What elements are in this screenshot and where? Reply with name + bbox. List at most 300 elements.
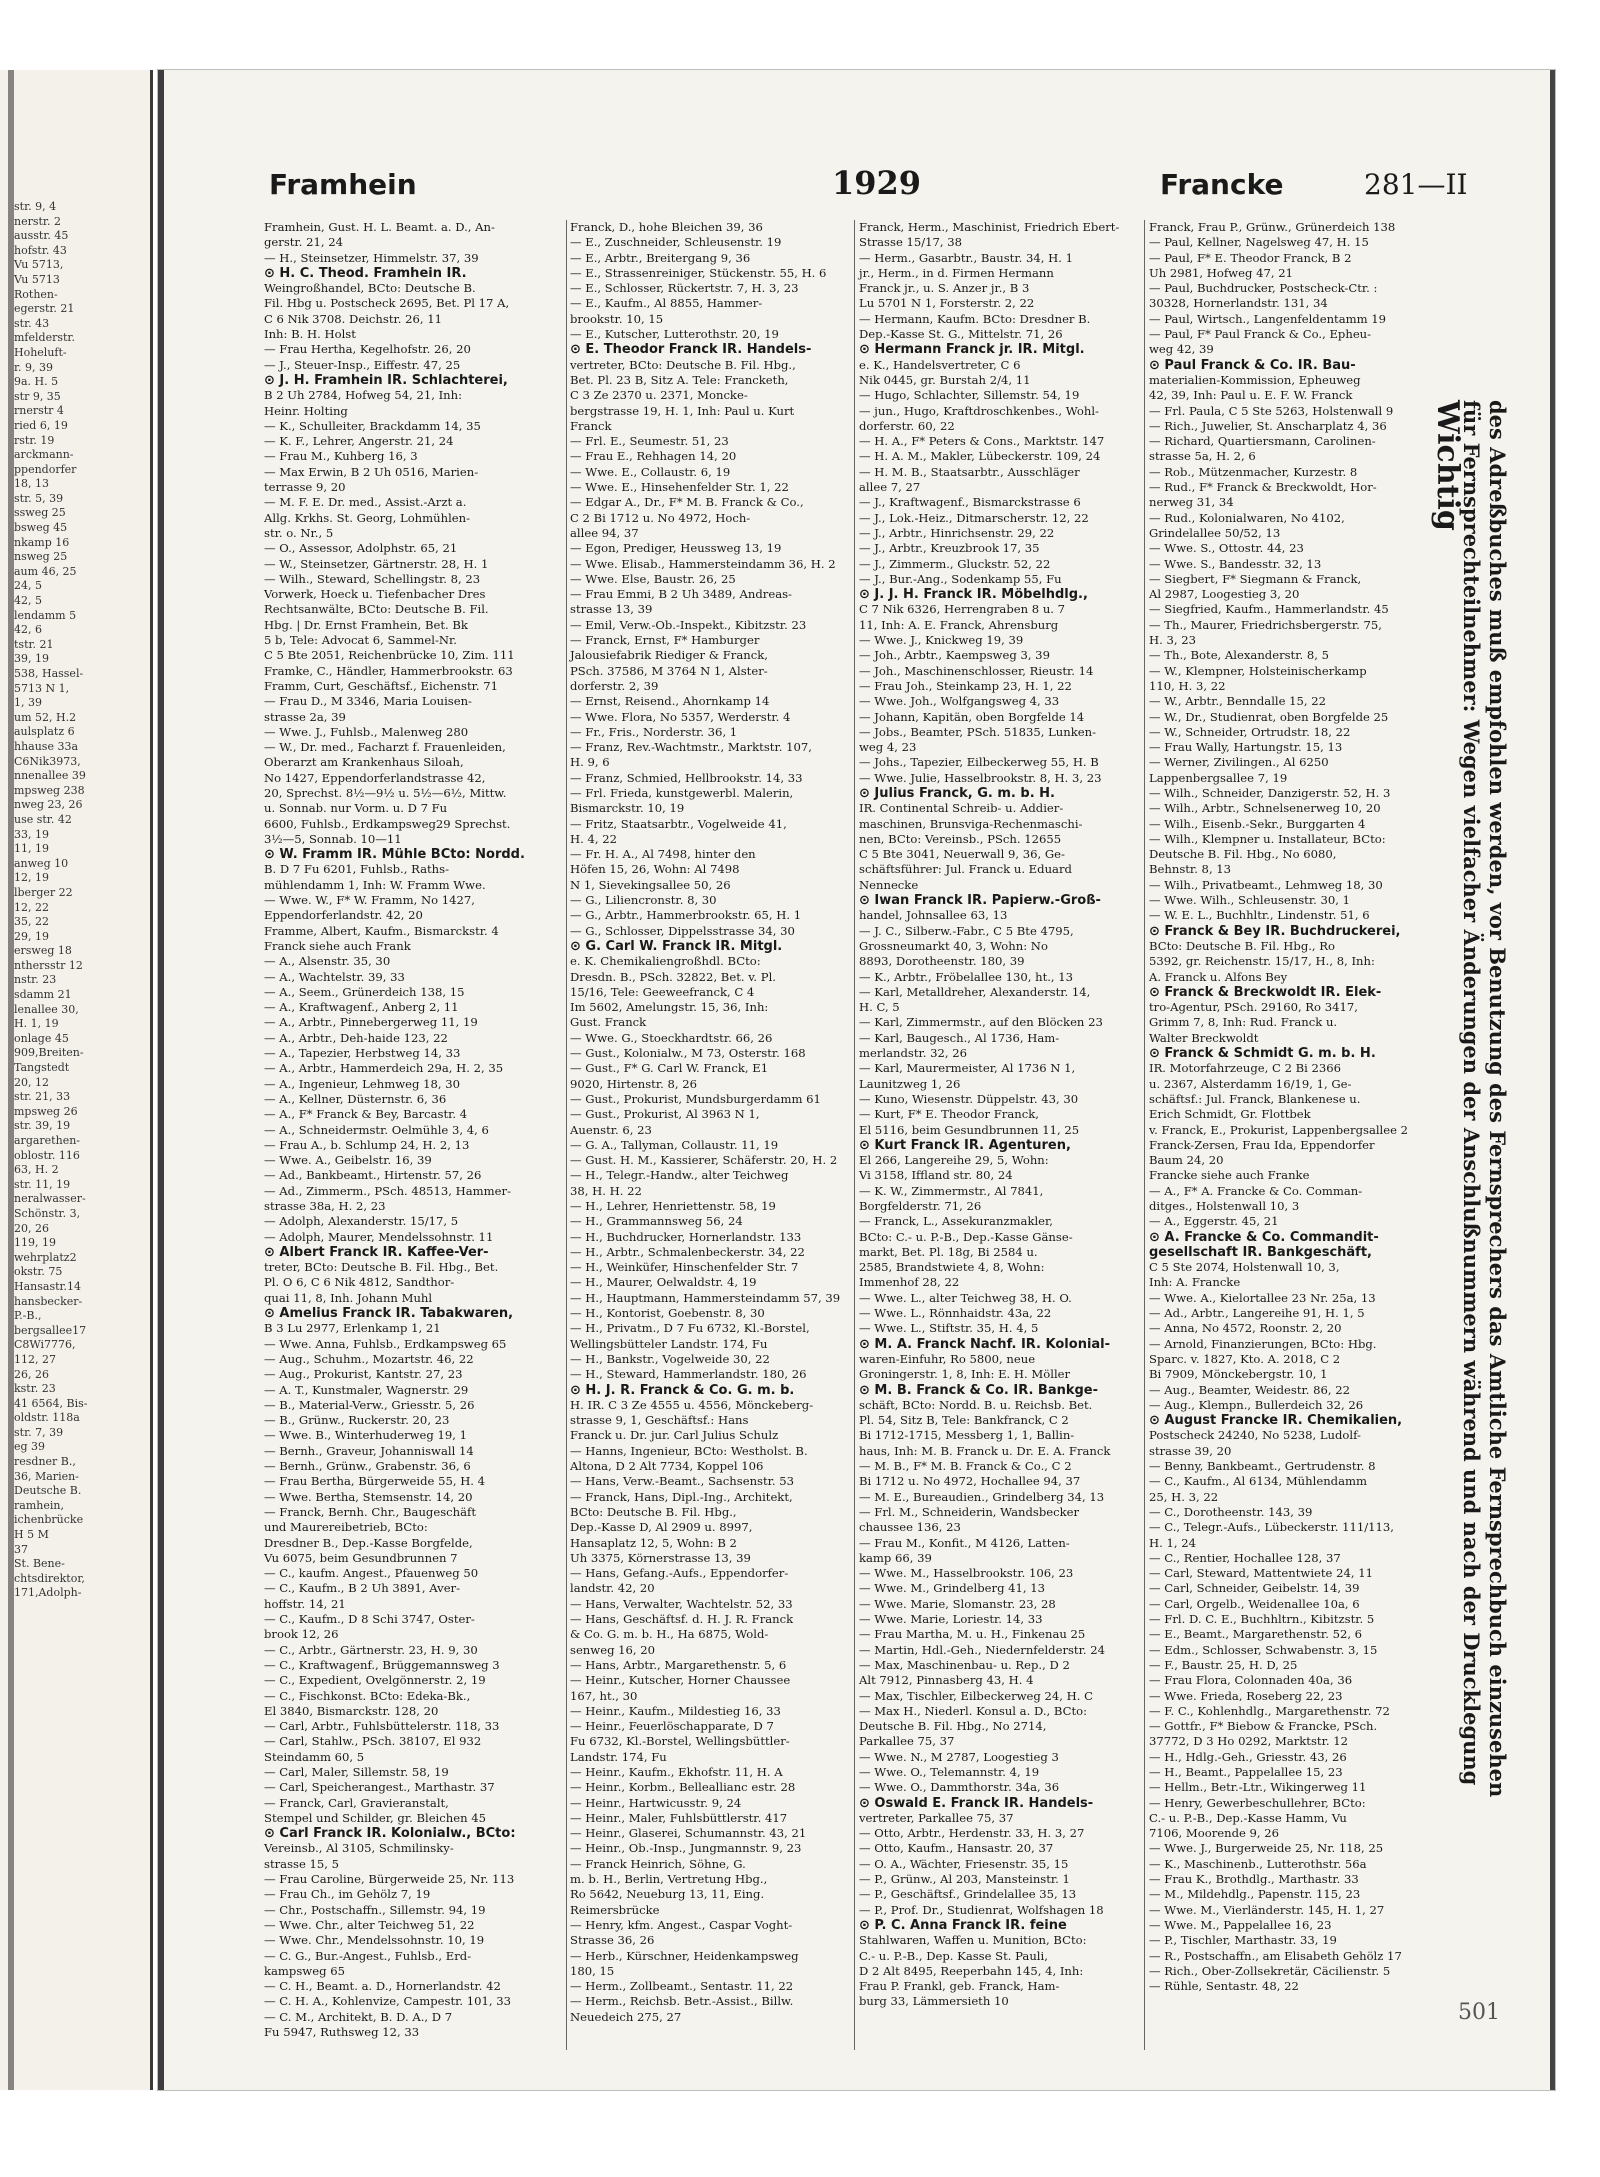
directory-entry: — C., Fischkonst. BCto: Edeka-Bk., (264, 1688, 471, 1703)
directory-entry: — Benny, Bankbeamt., Gertrudenstr. 8 (1149, 1459, 1376, 1474)
directory-entry: — Ad., Zimmerm., PSch. 48513, Hammer- (264, 1183, 511, 1198)
directory-entry: dorferstr. 60, 22 (859, 418, 955, 433)
left-page-line: hansbecker- (14, 1294, 83, 1308)
directory-entry: — Fritz, Staatsarbtr., Vogelweide 41, (570, 816, 787, 831)
directory-entry: — A., Alsenstr. 35, 30 (264, 954, 391, 969)
directory-entry: merlandstr. 32, 26 (859, 1046, 968, 1061)
firm-entry: ⊙ Kurt Franck IR. Agenturen, (859, 1137, 1071, 1153)
left-page-line: Tangstedt (14, 1061, 70, 1075)
directory-entry: landstr. 42, 20 (570, 1581, 655, 1596)
directory-entry: — C., Expedient, Ovelgönnerstr. 2, 19 (264, 1673, 486, 1688)
directory-entry: — H. A., F* Peters & Cons., Marktstr. 147 (859, 434, 1105, 449)
left-page-line: kstr. 23 (14, 1382, 56, 1396)
directory-entry: — Carl, Orgelb., Weidenallee 10a, 6 (1149, 1596, 1360, 1611)
left-page-line: nerstr. 2 (14, 214, 61, 228)
directory-entry: Franck, Herm., Maschinist, Friedrich Ebert- (859, 220, 1120, 234)
notice-line-2: des Adreßbuches muß empfohlen werden, vor Benutzung des Fernsprechers das Amtliche Fernsprechbuch einzusehen (1485, 400, 1510, 1798)
directory-entry: Steindamm 60, 5 (264, 1749, 365, 1764)
directory-entry: — Frau Caroline, Bürgerweide 25, Nr. 113 (264, 1872, 515, 1887)
directory-entry: — Wilh., Privatbeamt., Lehmweg 18, 30 (1149, 877, 1383, 892)
directory-entry: Deutsche B. Fil. Hbg., No 2714, (859, 1719, 1047, 1734)
directory-entry: 8893, Dorotheenstr. 180, 39 (859, 954, 1025, 969)
directory-entry: Al 2987, Loogestieg 3, 20 (1149, 587, 1300, 602)
directory-entry: — C., Rentier, Hochallee 128, 37 (1149, 1550, 1341, 1565)
directory-column-4 (1149, 220, 1419, 2050)
directory-entry: BCto: Deutsche B. Fil. Hbg., Ro (1149, 938, 1336, 953)
directory-entry: Jalousiefabrik Riediger & Franck, (570, 648, 768, 663)
directory-entry: Fil. Hbg u. Postscheck 2695, Bet. Pl 17 A, (264, 296, 510, 311)
directory-entry: — Henry, kfm. Angest., Caspar Voght- (570, 1917, 793, 1932)
directory-entry: — A., Ingenieur, Lehmweg 18, 30 (264, 1076, 460, 1091)
directory-entry: 11, Inh: A. E. Franck, Ahrensburg (859, 617, 1059, 632)
directory-entry: Franck, Frau P., Grünw., Grünerdeich 138 (1149, 220, 1396, 234)
directory-entry: Nennecke (859, 877, 919, 892)
directory-entry: C.- u. P.-B., Dep.-Kasse Hamm, Vu (1149, 1810, 1347, 1825)
directory-entry: — Wwe. E., Collaustr. 6, 19 (570, 464, 731, 479)
directory-column-3 (859, 220, 1159, 2050)
directory-entry: handel, Johnsallee 63, 13 (859, 908, 1008, 923)
directory-entry: nen, BCto: Vereinsb., PSch. 12655 (859, 831, 1062, 846)
left-page-line: 909,Breiten- (14, 1046, 84, 1060)
directory-entry: — Frau A., b. Schlump 24, H. 2, 13 (264, 1137, 470, 1152)
left-page-line: ersweg 18 (14, 944, 72, 958)
left-page-line: aum 46, 25 (14, 564, 77, 578)
left-page-line: str. 21, 33 (14, 1090, 71, 1104)
left-page-line: rstr. 19 (14, 433, 55, 447)
directory-entry: — Frau Bertha, Bürgerweide 55, H. 4 (264, 1474, 486, 1489)
directory-entry: — A., Eggerstr. 45, 21 (1149, 1214, 1279, 1229)
directory-entry: PSch. 37586, M 3764 N 1, Alster- (570, 663, 768, 678)
directory-entry: Erich Schmidt, Gr. Flottbek (1149, 1107, 1311, 1122)
directory-entry: — Franck, L., Assekuranzmakler, (859, 1214, 1053, 1229)
directory-entry: Allg. Krkhs. St. Georg, Lohmühlen- (264, 510, 471, 525)
firm-entry: ⊙ Franck & Breckwoldt IR. Elek- (1149, 984, 1382, 1000)
firm-entry: ⊙ Franck & Bey IR. Buchdruckerei, (1149, 923, 1401, 939)
directory-entry: — B., Grünw., Ruckerstr. 20, 23 (264, 1413, 450, 1428)
directory-entry: waren-Einfuhr, Ro 5800, neue (859, 1351, 1036, 1366)
directory-entry: — C., Kaufm., D 8 Schi 3747, Oster- (264, 1612, 475, 1627)
directory-entry: — H., Telegr.-Handw., alter Teichweg (570, 1168, 789, 1183)
directory-entry: m. b. H., Berlin, Vertretung Hbg., (570, 1872, 768, 1887)
directory-entry: u. 2367, Alsterdamm 16/19, 1, Ge- (1149, 1076, 1352, 1091)
directory-entry: — Wwe. L., alter Teichweg 38, H. O. (859, 1290, 1072, 1305)
directory-entry: quai 11, 8, Inh. Johann Muhl (264, 1290, 433, 1305)
directory-entry: — A., Schneidermstr. Oelmühle 3, 4, 6 (264, 1122, 489, 1137)
directory-entry: — Franz, Schmied, Hellbrookstr. 14, 33 (570, 770, 803, 785)
directory-entry: No 1427, Eppendorferlandstrasse 42, (264, 770, 486, 785)
directory-entry: — Otto, Kaufm., Hansastr. 20, 37 (859, 1841, 1054, 1856)
directory-entry: — Heinr., Maler, Fuhlsbüttlerstr. 417 (570, 1810, 788, 1825)
directory-entry: — G. A., Tallyman, Collaustr. 11, 19 (570, 1137, 779, 1152)
directory-entry: 110, H. 3, 22 (1149, 678, 1226, 693)
directory-entry: — Max Erwin, B 2 Uh 0516, Marien- (264, 464, 479, 479)
directory-entry: Gust. Franck (570, 1015, 647, 1030)
left-facing-page (0, 70, 153, 2090)
directory-entry: treter, BCto: Deutsche B. Fil. Hbg., Bet. (264, 1260, 499, 1275)
directory-entry: Immenhof 28, 22 (859, 1275, 960, 1290)
directory-entry: Franck u. Dr. jur. Carl Julius Schulz (570, 1428, 779, 1443)
directory-entry: — Gust., Prokurist, Al 3963 N 1, (570, 1107, 760, 1122)
directory-entry: — K. W., Zimmermstr., Al 7841, (859, 1183, 1044, 1198)
directory-entry: — C. G., Bur.-Angest., Fuhlsb., Erd- (264, 1948, 472, 1963)
header-right-keyword: Francke (1160, 168, 1284, 201)
directory-entry: — A., Arbtr., Hammerdeich 29a, H. 2, 35 (264, 1061, 504, 1076)
directory-entry: — Ernst, Reisend., Ahornkamp 14 (570, 694, 770, 709)
directory-entry: B 3 Lu 2977, Erlenkamp 1, 21 (264, 1321, 441, 1336)
directory-entry: — E., Schlosser, Rückertstr. 7, H. 3, 23 (570, 281, 799, 296)
firm-entry: ⊙ Amelius Franck IR. Tabakwaren, (264, 1306, 514, 1322)
directory-entry: — Fr. H. A., Al 7498, hinter den (570, 847, 756, 862)
directory-entry: — M. F. E. Dr. med., Assist.-Arzt a. (264, 495, 467, 510)
directory-entry: — Edm., Schlosser, Schwabenstr. 3, 15 (1149, 1642, 1378, 1657)
directory-entry: — C., Arbtr., Gärtnerstr. 23, H. 9, 30 (264, 1642, 478, 1657)
left-page-line: mpsweg 26 (14, 1104, 78, 1118)
directory-entry: 6600, Fuhlsb., Erdkampsweg29 Sprechst. (264, 816, 511, 831)
directory-entry: schäftsführer: Jul. Franck u. Eduard (859, 862, 1072, 877)
directory-entry: Pl. O 6, C 6 Nik 4812, Sandthor- (264, 1275, 455, 1290)
left-page-line: 41 6564, Bis- (14, 1396, 88, 1410)
directory-entry: — Wwe. L., Rönnhaidstr. 43a, 22 (859, 1306, 1052, 1321)
directory-entry: strasse 38a, H. 2, 23 (264, 1199, 386, 1213)
directory-entry: — H., Weinküfer, Hinschenfelder Str. 7 (570, 1260, 799, 1275)
left-page-line: str. 9, 4 (14, 200, 57, 213)
directory-entry: — Frau Ch., im Gehölz 7, 19 (264, 1887, 431, 1902)
directory-entry: — Hugo, Schlachter, Sillemstr. 54, 19 (859, 388, 1080, 403)
directory-entry: — Wwe. Wilh., Schleusenstr. 30, 1 (1149, 893, 1350, 908)
directory-entry: senweg 16, 20 (570, 1642, 656, 1657)
directory-entry: Strasse 36, 26 (570, 1933, 655, 1948)
directory-entry: allee 94, 37 (570, 525, 639, 540)
directory-entry: — Frau D., M 3346, Maria Louisen- (264, 694, 472, 709)
directory-entry: Fu 6732, Kl.-Borstel, Wellingsbüttler- (570, 1734, 790, 1749)
directory-entry: — A., Arbtr., Deh-haide 123, 22 (264, 1030, 448, 1045)
directory-entry: H. C, 5 (859, 1000, 900, 1015)
directory-entry: BCto: Deutsche B. Fil. Hbg., (570, 1504, 737, 1519)
left-page-line: lenallee 30, (14, 1002, 79, 1016)
directory-entry: — M., Mildehdlg., Papenstr. 115, 23 (1149, 1887, 1361, 1902)
header-page-number: 281—II (1364, 168, 1468, 201)
directory-entry: — W., Steinsetzer, Gärtnerstr. 28, H. 1 (264, 556, 489, 571)
left-page-line: eg 39 (14, 1440, 46, 1454)
left-page-line: okstr. 75 (14, 1265, 63, 1279)
left-page-line: nthersstr 12 (14, 958, 83, 972)
directory-entry: — Wwe. Elisab., Hammersteindamm 36, H. 2 (570, 556, 836, 571)
left-page-text (14, 200, 150, 1601)
firm-entry: ⊙ Carl Franck IR. Kolonialw., BCto: (264, 1826, 516, 1842)
directory-entry: — Ad., Arbtr., Langereihe 91, H. 1, 5 (1149, 1306, 1365, 1321)
directory-entry: — Wwe. N., M 2787, Loogestieg 3 (859, 1749, 1059, 1764)
directory-entry: Vi 3158, Iffland str. 80, 24 (859, 1168, 1013, 1183)
directory-entry: — Paul, F* Paul Franck & Co., Epheu- (1149, 327, 1372, 342)
firm-entry: ⊙ Hermann Franck jr. IR. Mitgl. (859, 342, 1085, 358)
firm-entry: ⊙ M. B. Franck & Co. IR. Bankge- (859, 1382, 1099, 1398)
directory-entry: brook 12, 26 (264, 1627, 339, 1642)
directory-entry: — Wwe. M., Pappelallee 16, 23 (1149, 1917, 1332, 1932)
directory-entry: — Wwe. Flora, No 5357, Werderstr. 4 (570, 709, 791, 724)
left-page-line: egerstr. 21 (14, 302, 75, 316)
directory-entry: IR. Continental Schreib- u. Addier- (859, 801, 1064, 816)
directory-entry: — Rühle, Sentastr. 48, 22 (1149, 1979, 1299, 1994)
directory-entry: — M. B., F* M. B. Franck & Co., C 2 (859, 1459, 1072, 1474)
directory-entry: Sparc. v. 1827, Kto. A. 2018, C 2 (1149, 1351, 1341, 1366)
directory-entry: — Gust., F* G. Carl W. Franck, E1 (570, 1061, 769, 1076)
directory-entry: Lu 5701 N 1, Forsterstr. 2, 22 (859, 296, 1035, 311)
directory-entry: schäftsf.: Jul. Franck, Blankenese u. (1149, 1091, 1361, 1106)
directory-entry: Stempel und Schilder, gr. Bleichen 45 (264, 1810, 486, 1825)
notice-title: Wichtig (1430, 400, 1465, 531)
directory-entry: — Jobs., Beamter, PSch. 51835, Lunken- (859, 724, 1097, 739)
directory-entry: — Wwe. E., Hinsehenfelder Str. 1, 22 (570, 480, 789, 495)
directory-entry: — Heinr., Ob.-Insp., Jungmannstr. 9, 23 (570, 1841, 802, 1856)
left-page-line: 538, Hassel- (14, 667, 84, 680)
directory-entry: — W., Arbtr., Benndalle 15, 22 (1149, 694, 1327, 709)
notice-line-1: für Fernsprechteilnehmer: Wegen vielfacher Änderungen der Anschlußnummern während und nach der Drucklegung (1459, 400, 1484, 1786)
directory-entry: Bet. Pl. 23 B, Sitz A. Tele: Francketh, (570, 372, 789, 387)
left-page-line: tstr. 21 (14, 637, 54, 651)
directory-entry: strasse 2a, 39 (264, 709, 346, 724)
directory-entry: — H. A. M., Makler, Lübeckerstr. 109, 24 (859, 449, 1101, 464)
left-page-line: str. 11, 19 (14, 1177, 71, 1191)
directory-entry: 38, H. H. 22 (570, 1183, 642, 1198)
directory-entry: Dep.-Kasse St. G., Mittelstr. 71, 26 (859, 327, 1063, 342)
directory-entry: C 5 Bte 3041, Neuerwall 9, 36, Ge- (859, 847, 1065, 862)
directory-entry: — Heinr., Kutscher, Horner Chaussee (570, 1673, 791, 1688)
directory-entry: — Otto, Arbtr., Herdenstr. 33, H. 3, 27 (859, 1826, 1085, 1841)
directory-entry: ditges., Holstenwall 10, 3 (1149, 1199, 1300, 1213)
left-page-line: hofstr. 43 (14, 243, 67, 257)
directory-entry: Vereinsb., Al 3105, Schmilinsky- (264, 1841, 454, 1856)
left-page-line: C6Nik3973, (14, 754, 81, 768)
directory-entry: — Frl. E., Seumestr. 51, 23 (570, 434, 729, 449)
directory-entry: — Wwe. Marie, Slomanstr. 23, 28 (859, 1596, 1056, 1611)
directory-entry: — Aug., Beamter, Weidestr. 86, 22 (1149, 1382, 1350, 1397)
directory-entry: — Herm., Zollbeamt., Sentastr. 11, 22 (570, 1979, 794, 1994)
directory-entry: — J., Steuer-Insp., Eiffestr. 47, 25 (264, 357, 461, 372)
directory-entry: — H., Hauptmann, Hammersteindamm 57, 39 (570, 1290, 841, 1305)
directory-entry: — Anna, No 4572, Roonstr. 2, 20 (1149, 1321, 1342, 1336)
directory-entry: strasse 15, 5 (264, 1856, 340, 1871)
directory-entry: — J., Bur.-Ang., Sodenkamp 55, Fu (859, 571, 1062, 586)
directory-entry: 37772, D 3 Ho 0292, Marktstr. 12 (1149, 1734, 1348, 1749)
left-page-line: um 52, H.2 (14, 710, 77, 724)
directory-entry: weg 4, 23 (859, 740, 917, 755)
left-page-line: argarethen- (14, 1134, 80, 1147)
directory-entry: Eppendorferlandstr. 42, 20 (264, 908, 423, 923)
directory-entry: Strasse 15/17, 38 (859, 235, 963, 250)
firm-entry: ⊙ Iwan Franck IR. Papierw.-Groß- (859, 893, 1101, 909)
left-page-line: onlage 45 (14, 1031, 69, 1045)
directory-entry: — Wwe. O., Dammthorstr. 34a, 36 (859, 1780, 1060, 1795)
directory-entry: N 1, Sievekingsallee 50, 26 (570, 877, 731, 892)
directory-entry: — Wwe. S., Bandesstr. 32, 13 (1149, 556, 1322, 571)
left-page-line: chtsdirektor, (14, 1571, 85, 1585)
directory-entry: — H., Privatm., D 7 Fu 6732, Kl.-Borstel, (570, 1321, 810, 1336)
directory-entry: — Wwe. Chr., Mendelssohnstr. 10, 19 (264, 1933, 485, 1948)
left-page-line: 33, 19 (14, 827, 49, 841)
left-page-line: str. 43 (14, 316, 50, 330)
directory-entry: Wellingsbütteler Landstr. 174, Fu (570, 1336, 768, 1351)
directory-entry: — Wwe. Bertha, Stemsenstr. 14, 20 (264, 1489, 473, 1504)
left-page-line: 12, 22 (14, 900, 49, 914)
directory-entry: — Wilh., Eisenb.-Sekr., Burggarten 4 (1149, 816, 1366, 831)
directory-entry: — Carl, Schneider, Geibelstr. 14, 39 (1149, 1581, 1360, 1596)
directory-entry: — K., Arbtr., Fröbelallee 130, ht., 13 (859, 969, 1074, 984)
directory-entry: — Siegbert, F* Siegmann & Franck, (1149, 571, 1362, 586)
directory-entry: — Wwe. G., Stoeckhardtstr. 66, 26 (570, 1030, 773, 1045)
left-page-line: Hansastr.14 (14, 1279, 82, 1293)
firm-entry: ⊙ Paul Franck & Co. IR. Bau- (1149, 357, 1356, 373)
directory-entry: kamp 66, 39 (859, 1550, 932, 1565)
directory-entry: — C., Dorotheenstr. 143, 39 (1149, 1504, 1313, 1519)
directory-entry: El 3840, Bismarckstr. 128, 20 (264, 1703, 439, 1718)
directory-entry: — Wwe. Chr., alter Teichweg 51, 22 (264, 1917, 475, 1932)
directory-entry: — E., Beamt., Margarethenstr. 52, 6 (1149, 1627, 1363, 1642)
left-page-line: 20, 12 (14, 1075, 49, 1089)
directory-entry: & Co. G. m. b. H., Ha 6875, Wold- (570, 1627, 769, 1642)
directory-entry: — Bernh., Graveur, Johanniswall 14 (264, 1443, 474, 1458)
directory-entry: — Franck, Carl, Gravieranstalt, (264, 1795, 449, 1810)
left-page-line: ppendorfer (14, 462, 77, 476)
left-page-line: arckmann- (14, 448, 74, 462)
directory-entry: 42, 39, Inh: Paul u. E. F. W. Franck (1149, 388, 1353, 403)
directory-entry: H. 9, 6 (570, 755, 610, 770)
left-page-line: Deutsche B. (14, 1484, 82, 1498)
left-page-line: ramhein, (14, 1498, 64, 1512)
directory-entry: — Heinr., Hartwicusstr. 9, 24 (570, 1795, 742, 1810)
firm-entry: ⊙ M. A. Franck Nachf. IR. Kolonial- (859, 1336, 1111, 1352)
directory-entry: — Frau Wally, Hartungstr. 15, 13 (1149, 740, 1343, 755)
directory-entry: — G., Schlosser, Dippelsstrasse 34, 30 (570, 923, 795, 938)
firm-entry: ⊙ W. Framm IR. Mühle BCto: Nordd. (264, 847, 525, 863)
directory-entry: — Franck, Hans, Dipl.-Ing., Architekt, (570, 1489, 793, 1504)
left-page-line: P.-B., (14, 1309, 42, 1323)
directory-entry: — Hans, Verw.-Beamt., Sachsenstr. 53 (570, 1474, 795, 1489)
left-page-line: 20, 26 (14, 1221, 49, 1235)
directory-entry: — J., Lok.-Heiz., Ditmarscherstr. 12, 22 (859, 510, 1089, 525)
left-page-line: 42, 6 (14, 623, 42, 637)
directory-entry: — A. T., Kunstmaler, Wagnerstr. 29 (264, 1382, 469, 1397)
directory-entry: — W., Klempner, Holsteinischerkamp (1149, 663, 1367, 678)
directory-entry: C 5 Bte 2051, Reichenbrücke 10, Zim. 111 (264, 648, 515, 663)
directory-entry: — W., Dr. med., Facharzt f. Frauenleiden, (264, 740, 506, 755)
directory-entry: — Frl. Paula, C 5 Ste 5263, Holstenwall 9 (1149, 403, 1394, 418)
directory-entry: Stahlwaren, Waffen u. Munition, BCto: (859, 1933, 1087, 1948)
left-page-line: bergsallee17 (14, 1323, 87, 1337)
directory-entry: — Franck Heinrich, Söhne, G. (570, 1856, 746, 1871)
left-page-line: 39, 19 (14, 652, 49, 666)
left-page-line: 29, 19 (14, 929, 49, 943)
left-page-line: 9a. H. 5 (14, 375, 59, 389)
directory-entry: gerstr. 21, 24 (264, 235, 343, 250)
directory-entry: — Wwe. M., Grindelberg 41, 13 (859, 1581, 1046, 1596)
directory-entry: 180, 15 (570, 1963, 615, 1978)
directory-entry: — Fr., Fris., Norderstr. 36, 1 (570, 724, 738, 739)
directory-entry: — Egon, Prediger, Heussweg 13, 19 (570, 541, 782, 556)
directory-entry: burg 33, Lämmersieth 10 (859, 1994, 1009, 2009)
directory-entry: — Wwe. J., Fuhlsb., Malenweg 280 (264, 724, 469, 739)
firm-entry: ⊙ A. Francke & Co. Commandit- (1149, 1229, 1379, 1245)
directory-entry: — Frau Martha, M. u. H., Finkenau 25 (859, 1627, 1086, 1642)
directory-entry: — P., Grünw., Al 203, Mansteinstr. 1 (859, 1872, 1070, 1887)
directory-entry: Neuedeich 275, 27 (570, 2009, 682, 2024)
directory-entry: — Frau Emmi, B 2 Uh 3489, Andreas- (570, 587, 792, 602)
directory-entry: dorferstr. 2, 39 (570, 678, 659, 693)
directory-entry: Walter Breckwoldt (1149, 1030, 1259, 1045)
directory-entry: Franck-Zersen, Frau Ida, Eppendorfer (1149, 1137, 1375, 1152)
directory-entry: — Paul, Wirtsch., Langenfeldentamm 19 (1149, 311, 1387, 326)
left-page-line: 37 (14, 1542, 28, 1556)
directory-entry: — Frau Joh., Steinkamp 23, H. 1, 22 (859, 678, 1072, 693)
directory-entry: — Paul, Buchdrucker, Postscheck-Ctr. : (1149, 281, 1378, 296)
directory-entry: — Th., Bote, Alexanderstr. 8, 5 (1149, 648, 1329, 663)
directory-entry: — Wwe. M., Hasselbrookstr. 106, 23 (859, 1566, 1074, 1581)
directory-entry: — Wilh., Klempner u. Installateur, BCto: (1149, 831, 1386, 846)
directory-entry: Höfen 15, 26, Wohn: Al 7498 (570, 862, 740, 877)
directory-entry: — Frl. Frieda, kunstgewerbl. Malerin, (570, 785, 794, 800)
left-page-line: Vu 5713 (14, 272, 60, 286)
directory-entry: Frau P. Frankl, geb. Franck, Ham- (859, 1979, 1060, 1994)
left-page-line: nstr. 23 (14, 973, 57, 987)
directory-entry: 20, Sprechst. 8½—9½ u. 5½—6½, Mittw. (264, 785, 507, 800)
directory-entry: — Wilh., Schneider, Danzigerstr. 52, H. 3 (1149, 785, 1391, 800)
directory-entry: tro-Agentur, PSch. 29160, Ro 3417, (1149, 1000, 1358, 1015)
directory-entry: — C., kaufm. Angest., Pfauenweg 50 (264, 1566, 479, 1581)
directory-entry: — W. E. L., Buchhltr., Lindenstr. 51, 6 (1149, 908, 1370, 923)
directory-entry: C 5 Ste 2074, Holstenwall 10, 3, (1149, 1260, 1340, 1275)
directory-entry: — Wwe. A., Kielortallee 23 Nr. 25a, 13 (1149, 1290, 1376, 1305)
left-page-line: sdamm 21 (14, 988, 72, 1002)
directory-entry: — E., Arbtr., Breitergang 9, 36 (570, 250, 751, 265)
directory-entry: — C., Kraftwagenf., Brüggemannsweg 3 (264, 1657, 500, 1672)
directory-entry: e. K., Handelsvertreter, C 6 (859, 357, 1021, 372)
left-page-line: C8Wi7776, (14, 1338, 76, 1352)
left-page-line: lendamm 5 (14, 608, 77, 622)
directory-entry: — Wwe. Anna, Fuhlsb., Erdkampsweg 65 (264, 1336, 507, 1351)
directory-entry: — J. C., Silberw.-Fabr., C 5 Bte 4795, (859, 923, 1074, 938)
firm-entry: ⊙ G. Carl W. Franck IR. Mitgl. (570, 938, 783, 954)
directory-entry: — Wwe. Else, Baustr. 26, 25 (570, 571, 736, 586)
directory-entry: schäft, BCto: Nordd. B. u. Reichsb. Bet. (859, 1397, 1093, 1412)
directory-entry: — E., Strassenreiniger, Stückenstr. 55, H. 6 (570, 265, 827, 280)
left-page-line: 24, 5 (14, 579, 42, 593)
directory-entry: Pl. 54, Sitz B, Tele: Bankfranck, C 2 (859, 1413, 1069, 1428)
directory-entry: strasse 13, 39 (570, 602, 653, 617)
left-page-line: H. 1, 19 (14, 1017, 59, 1031)
directory-column-2 (570, 220, 870, 2050)
firm-entry: ⊙ Oswald E. Franck IR. Handels- (859, 1795, 1094, 1811)
directory-entry: D 2 Alt 8495, Reeperbahn 145, 4, Inh: (859, 1963, 1084, 1978)
directory-entry: — R., Postschaffn., am Elisabeth Gehölz 17 (1149, 1948, 1402, 1963)
directory-entry: — jun., Hugo, Kraftdroschkenbes., Wohl- (859, 403, 1099, 418)
left-page-line: 11, 19 (14, 842, 49, 856)
directory-entry: Altona, D 2 Alt 7734, Koppel 106 (570, 1459, 764, 1474)
left-page-line: H 5 M (14, 1528, 49, 1542)
directory-entry: Heinr. Holting (264, 403, 348, 418)
directory-entry: — Carl, Stahlw., PSch. 38107, El 932 (264, 1734, 482, 1749)
directory-entry: — Henry, Gewerbeschullehrer, BCto: (1149, 1795, 1366, 1810)
directory-entry: Bi 1712-1715, Messberg 1, 1, Ballin- (859, 1428, 1075, 1443)
directory-entry: — P., Geschäftsf., Grindelallee 35, 13 (859, 1887, 1077, 1902)
directory-entry: El 266, Langereihe 29, 5, Wohn: (859, 1153, 1049, 1168)
directory-entry: vertreter, BCto: Deutsche B. Fil. Hbg., (570, 357, 796, 372)
directory-entry: terrasse 9, 20 (264, 480, 346, 495)
directory-entry: B. D 7 Fu 6201, Fuhlsb., Raths- (264, 862, 450, 877)
directory-entry: — C., Kaufm., B 2 Uh 3891, Aver- (264, 1581, 461, 1596)
directory-page (158, 70, 1555, 2090)
directory-entry: — Frau M., Kuhberg 16, 3 (264, 449, 418, 464)
directory-entry: — Adolph, Maurer, Mendelssohnstr. 11 (264, 1229, 494, 1244)
directory-entry: — Franck, Bernh. Chr., Baugeschäft (264, 1504, 476, 1519)
